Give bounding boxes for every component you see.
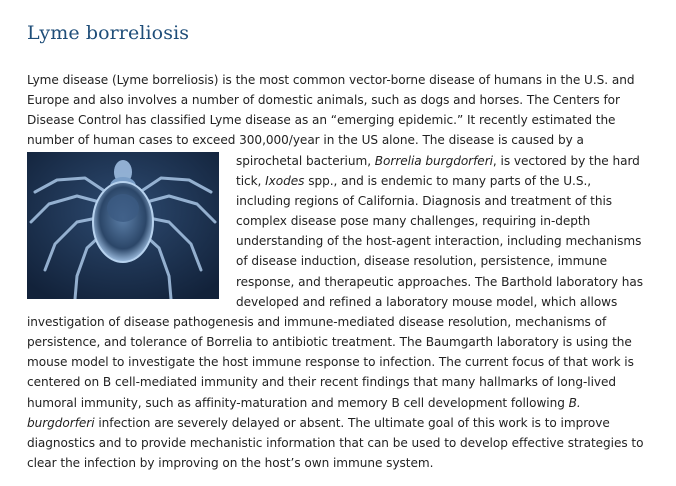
text-line: Europe and also involves a number of domestic animals, such as dogs and horses. The Centers for — [27, 93, 620, 108]
text-line: Lyme disease (Lyme borreliosis) is the most common vector-borne disease of humans in the U.S. and — [27, 73, 635, 87]
text-line: understanding of the host-agent interaction, including mechanisms — [236, 234, 642, 249]
article-body — [27, 70, 652, 473]
text-line: developed and refined a laboratory mouse model, which allows — [236, 294, 618, 309]
species-name: Borrelia burgdorferi — [374, 153, 493, 168]
text-line: diagnostics and to provide mechanistic information that can be used to develop effective strategies to — [27, 435, 644, 450]
text-line: Disease Control has classified Lyme disease as an “emerging epidemic.” It recently estimated the — [27, 113, 616, 128]
text-line: centered on B cell-mediated immunity and their recent findings that many hallmarks of long-lived — [27, 375, 616, 390]
text-line: mouse model to investigate the host immune response to infection. The current focus of that work is — [27, 355, 634, 370]
text-line: of disease induction, disease resolution, persistence, immune — [236, 254, 607, 269]
text-line: persistence, and tolerance of Borrelia to antibiotic treatment. The Baumgarth laboratory is using the — [27, 335, 632, 350]
genus-name: Ixodes — [265, 173, 305, 188]
species-name: burgdorferi — [27, 415, 95, 430]
text-line: spirochetal bacterium, Borrelia burgdorferi, is vectored by the hard — [236, 153, 640, 168]
text-line: investigation of disease pathogenesis and immune-mediated disease resolution, mechanisms of — [27, 314, 607, 329]
species-name: B. — [568, 395, 581, 410]
text-line: clear the infection by improving on the host’s own immune system. — [27, 455, 434, 470]
text-line: tick, Ixodes spp., and is endemic to many parts of the U.S., — [236, 173, 592, 188]
text-line: including regions of California. Diagnosis and treatment of this — [236, 193, 613, 208]
text-line: humoral immunity, such as affinity-maturation and memory B cell development following B. — [27, 395, 581, 410]
text-line: complex disease pose many challenges, requiring in-depth — [236, 214, 591, 229]
text-line: response, and therapeutic approaches. The Barthold laboratory has — [236, 274, 644, 289]
text-line: burgdorferi infection are severely delayed or absent. The ultimate goal of this work is to improve — [27, 415, 610, 430]
text-line: number of human cases to exceed 300,000/year in the US alone. The disease is caused by a — [27, 133, 584, 148]
page-title: Lyme borreliosis — [27, 22, 190, 44]
